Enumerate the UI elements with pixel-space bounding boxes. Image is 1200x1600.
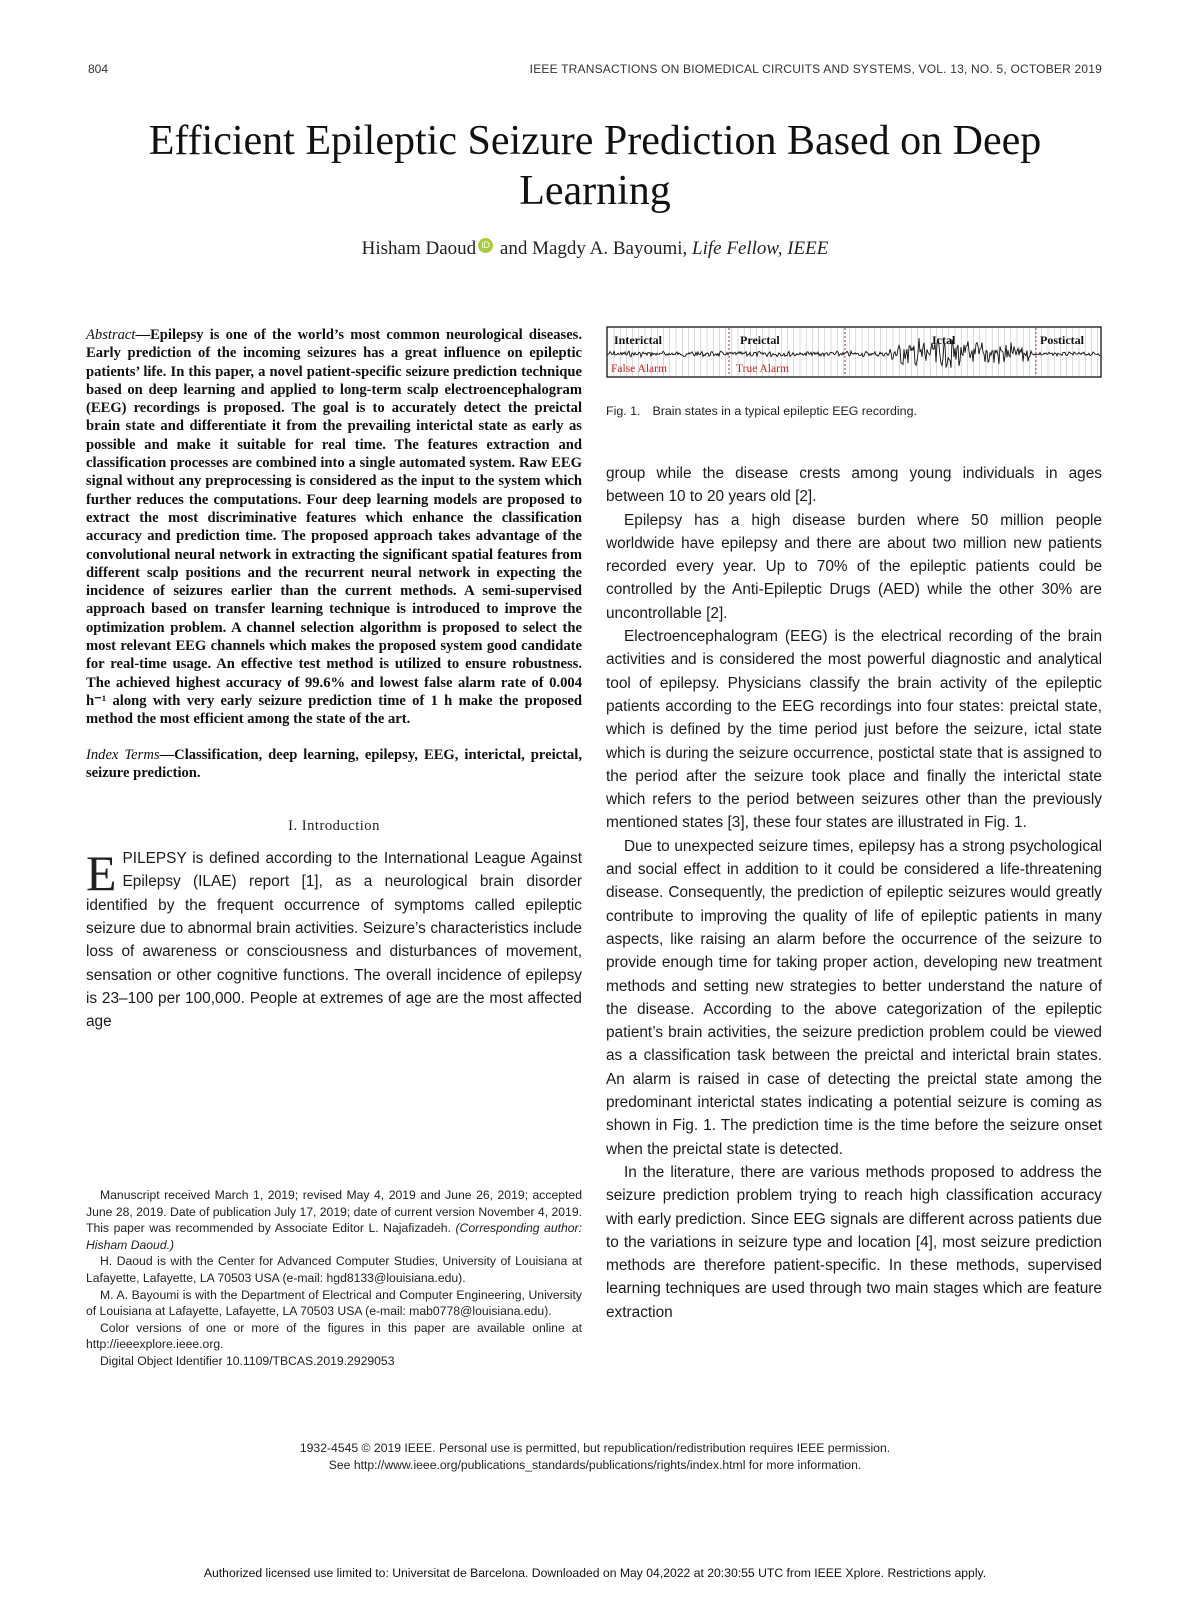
- page-number: 804: [88, 62, 109, 76]
- orcid-icon[interactable]: iD: [478, 238, 493, 253]
- author-affiliation: Life Fellow, IEEE: [692, 238, 829, 259]
- author-line: [88, 238, 1102, 260]
- label-preictal: Preictal: [740, 333, 780, 347]
- figure-caption-label: Fig. 1.: [606, 404, 641, 418]
- label-ictal: Ictal: [932, 333, 956, 347]
- eeg-diagram: [606, 326, 1102, 378]
- running-head: [88, 62, 1102, 82]
- section-heading: I. Introduction: [288, 818, 380, 835]
- footnote-corresponding: (Corresponding author: Hisham Daoud.): [86, 1221, 582, 1252]
- right-body: [606, 462, 1102, 1324]
- intro-text: PILEPSY is defined according to the International League Against Epilepsy (ILAE) report [1], as a neurological brain disorder identified by the frequent occurrence of symptoms called epileptic seizure due to abnormal brain activities. Seizure’s characteristics include loss of awareness or consciousness and disturbances of movement, sensation or other cognitive functions. The overall incidence of epilepsy is 23–100 per 100,000. People at extremes of age are the most affected age: [86, 850, 582, 1031]
- footnotes: [86, 1187, 582, 1370]
- footnote-doi: Digital Object Identifier 10.1109/TBCAS.2019.2929053: [100, 1353, 395, 1368]
- abstract: [86, 326, 582, 729]
- authorized-use-notice: Authorized licensed use limited to: Universitat de Barcelona. Downloaded on May 04,2022 at 20:30:55 UTC from IEEE Xplore. Restrictions apply.: [203, 1566, 987, 1580]
- index-terms: [86, 746, 582, 783]
- paragraph-continuation: group while the disease crests among young individuals in ages between 10 to 20 years old [2].: [606, 465, 1102, 506]
- abstract-label: Abstract: [86, 327, 136, 343]
- index-terms-label: Index Terms: [86, 746, 160, 763]
- copyright-line-1: 1932-4545 © 2019 IEEE. Personal use is permitted, but republication/redistribution requires IEEE permission.: [299, 1441, 891, 1455]
- footnote-manuscript-text: Manuscript received March 1, 2019; revised May 4, 2019 and June 26, 2019; accepted June 28, 2019. Date of publication July 17, 2019; date of current version November 4, 2019. This paper was recommended by Associate Editor L. Najafizadeh.: [86, 1188, 582, 1236]
- label-false-alarm: False Alarm: [611, 363, 667, 375]
- footnote-manuscript: [86, 1187, 582, 1253]
- footnote-color: Color versions of one or more of the figures in this paper are available online at http://ieeexplore.ieee.org.: [86, 1320, 582, 1352]
- index-terms-text: —Classification, deep learning, epilepsy, EEG, interictal, preictal, seizure prediction.: [86, 746, 582, 781]
- intro-paragraph: [86, 847, 582, 1033]
- drop-cap: E: [86, 845, 117, 902]
- journal-header: IEEE TRANSACTIONS ON BIOMEDICAL CIRCUITS AND SYSTEMS, VOL. 13, NO. 5, OCTOBER 2019: [529, 62, 1102, 76]
- label-postictal: Postictal: [1040, 333, 1084, 347]
- left-column: [86, 326, 582, 1034]
- figure-caption-text: Brain states in a typical epileptic EEG recording.: [652, 404, 917, 418]
- label-interictal: Interictal: [614, 333, 662, 347]
- copyright-line-2: See http://www.ieee.org/publications_standards/publications/rights/index.html for more information.: [328, 1458, 862, 1472]
- figure-caption: [606, 404, 1102, 418]
- footnote-author2: M. A. Bayoumi is with the Department of Electrical and Computer Engineering, University of Louisiana at Lafayette, Lafayette, LA 70503 USA (e-mail: mab0778@louisiana.edu).: [86, 1287, 582, 1319]
- figure-1: [606, 326, 1102, 378]
- author-name: Hisham Daoud: [361, 238, 477, 259]
- paragraph-eeg: Electroencephalogram (EEG) is the electrical recording of the brain activities and is considered the most powerful diagnostic and analytical tool of epilepsy. Physicians classify the brain activity of the epileptic patients according to the EEG recordings into four states: preictal state, which is defined by the time period just before the seizure, ictal state which is during the seizure occurrence, postictal state that is assigned to the period after the seizure took place and finally the interictal state which refers to the period between seizures other than the previously mentioned states [3], these four states are illustrated in Fig. 1.: [606, 628, 1102, 832]
- author-conj: and Magdy A. Bayoumi,: [495, 238, 693, 259]
- footnote-author1: H. Daoud is with the Center for Advanced Computer Studies, University of Louisiana at Lafayette, Lafayette, LA 70503 USA (e-mail: hgd8133@louisiana.edu).: [86, 1254, 582, 1285]
- paragraph-prediction: Due to unexpected seizure times, epilepsy has a strong psychological and social effect in addition to it could be considered a life-threatening disease. Consequently, the prediction of epileptic seizures would greatly contribute to improving the quality of life of epileptic patients in many aspects, like raising an alarm before the occurrence of the seizure to provide enough time for taking proper action, developing new treatment methods and setting new strategies to better understand the nature of the disease. According to the above categorization of the epileptic patient’s brain activities, the seizure prediction problem could be viewed as a classification task between the preictal and interictal brain states. An alarm is raised in case of detecting the preictal state among the predominant interictal states indicating a potential seizure is coming as shown in Fig. 1. The prediction time is the time before the seizure onset when the preictal state is detected.: [606, 837, 1102, 1158]
- label-true-alarm: True Alarm: [736, 363, 789, 375]
- right-column: [606, 326, 1102, 1324]
- copyright-notice: [88, 1440, 1102, 1474]
- paragraph-literature: In the literature, there are various methods proposed to address the seizure prediction problem trying to reach high classification accuracy with early prediction. Since EEG signals are different across patients due to the variations in seizure type and location [4], most seizure prediction methods are therefore patient-specific. In these methods, supervised learning techniques are used through two main stages which are feature extraction: [606, 1163, 1102, 1321]
- paper-title: Efficient Epileptic Seizure Prediction Based on Deep Learning: [148, 118, 1042, 214]
- abstract-text: —Epilepsy is one of the world’s most common neurological diseases. Early prediction of the incoming seizures has a great influence on epileptic patients’ life. In this paper, a novel patient-specific seizure prediction technique based on deep learning and applied to long-term scalp electroencephalogram (EEG) recordings is proposed. The goal is to accurately detect the preictal brain state and differentiate it from the prevailing interictal state as early as possible and make it suitable for real time. The features extraction and classification processes are combined into a single automated system. Raw EEG signal without any preprocessing is considered as the input to the system which further reduces the computations. Four deep learning models are proposed to extract the most discriminative features which enhance the classification accuracy and prediction time. The proposed approach takes advantage of the convolutional neural network in extracting the significant spatial features from different scalp positions and the recurrent neural network in expecting the incidence of seizures earlier than the current methods. A semi-supervised approach based on transfer learning technique is introduced to improve the optimization problem. A channel selection algorithm is proposed to select the most relevant EEG channels which makes the proposed system good candidate for real-time usage. An effective test method is utilized to ensure robustness. The achieved highest accuracy of 99.6% and lowest false alarm rate of 0.004 h⁻¹ along with very early seizure prediction time of 1 h make the proposed method the most efficient among the state of the art.: [86, 327, 582, 728]
- paragraph-burden: Epilepsy has a high disease burden where 50 million people worldwide have epilepsy and there are about two million new patients recorded every year. Up to 70% of the epileptic patients could be controlled by the Anti-Epileptic Drugs (AED) while the other 30% are uncontrollable [2].: [606, 511, 1102, 622]
